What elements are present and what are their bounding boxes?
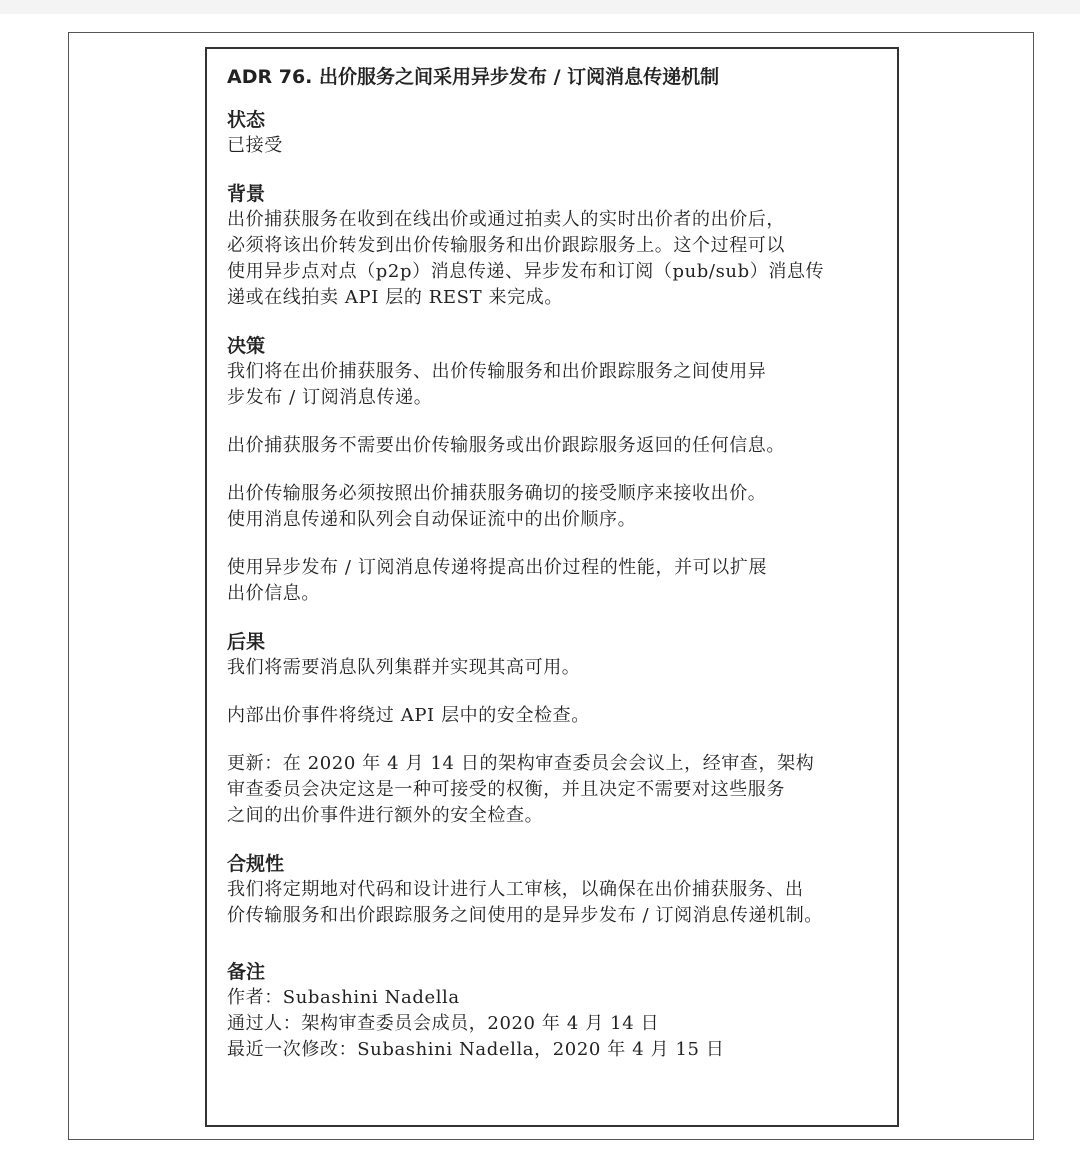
compliance-heading: 合规性 xyxy=(227,853,285,875)
consequences-section xyxy=(227,629,877,829)
context-heading: 背景 xyxy=(227,183,266,205)
consequences-line: 我们将需要消息队列集群并实现其高可用。 xyxy=(227,657,581,678)
context-line: 递或在线拍卖 API 层的 REST 来完成。 xyxy=(227,287,563,308)
notes-section xyxy=(227,959,877,1063)
compliance-line: 价传输服务和出价跟踪服务之间使用的是异步发布 / 订阅消息传递机制。 xyxy=(227,905,823,926)
context-section xyxy=(227,181,877,311)
context-line: 使用异步点对点（p2p）消息传递、异步发布和订阅（pub/sub）消息传 xyxy=(227,261,825,282)
consequences-line: 审查委员会决定这是一种可接受的权衡，并且决定不需要对这些服务 xyxy=(227,779,785,800)
top-bar xyxy=(0,0,1080,14)
decision-line: 出价捕获服务不需要出价传输服务或出价跟踪服务返回的任何信息。 xyxy=(227,435,785,456)
decision-line: 我们将在出价捕获服务、出价传输服务和出价跟踪服务之间使用异 xyxy=(227,361,767,382)
notes-last-modified: 最近一次修改：Subashini Nadella，2020 年 4 月 15 日 xyxy=(227,1039,725,1060)
context-line: 出价捕获服务在收到在线出价或通过拍卖人的实时出价者的出价后， xyxy=(227,209,785,230)
compliance-section xyxy=(227,851,877,929)
decision-line: 步发布 / 订阅消息传递。 xyxy=(227,387,433,408)
status-text: 已接受 xyxy=(227,135,283,156)
status-heading: 状态 xyxy=(227,109,266,131)
consequences-line: 之间的出价事件进行额外的安全检查。 xyxy=(227,805,544,826)
adr-document xyxy=(205,47,899,1127)
consequences-line: 更新：在 2020 年 4 月 14 日的架构审查委员会会议上，经审查，架构 xyxy=(227,753,815,774)
decision-section xyxy=(227,333,877,607)
status-section xyxy=(227,107,877,159)
consequences-line: 内部出价事件将绕过 API 层中的安全检查。 xyxy=(227,705,590,726)
decision-line: 使用消息传递和队列会自动保证流中的出价顺序。 xyxy=(227,509,637,530)
context-line: 必须将该出价转发到出价传输服务和出价跟踪服务上。这个过程可以 xyxy=(227,235,785,256)
adr-title: ADR 76. 出价服务之间采用异步发布 / 订阅消息传递机制 xyxy=(227,66,720,88)
decision-line: 出价信息。 xyxy=(227,583,320,604)
notes-author: 作者：Subashini Nadella xyxy=(227,987,460,1008)
decision-line: 出价传输服务必须按照出价捕获服务确切的接受顺序来接收出价。 xyxy=(227,483,767,504)
decision-line: 使用异步发布 / 订阅消息传递将提高出价过程的性能，并可以扩展 xyxy=(227,557,768,578)
consequences-heading: 后果 xyxy=(227,631,266,653)
notes-heading: 备注 xyxy=(227,961,266,983)
notes-approved-by: 通过人：架构审查委员会成员，2020 年 4 月 14 日 xyxy=(227,1013,660,1034)
decision-heading: 决策 xyxy=(227,335,266,357)
compliance-line: 我们将定期地对代码和设计进行人工审核，以确保在出价捕获服务、出 xyxy=(227,879,804,900)
